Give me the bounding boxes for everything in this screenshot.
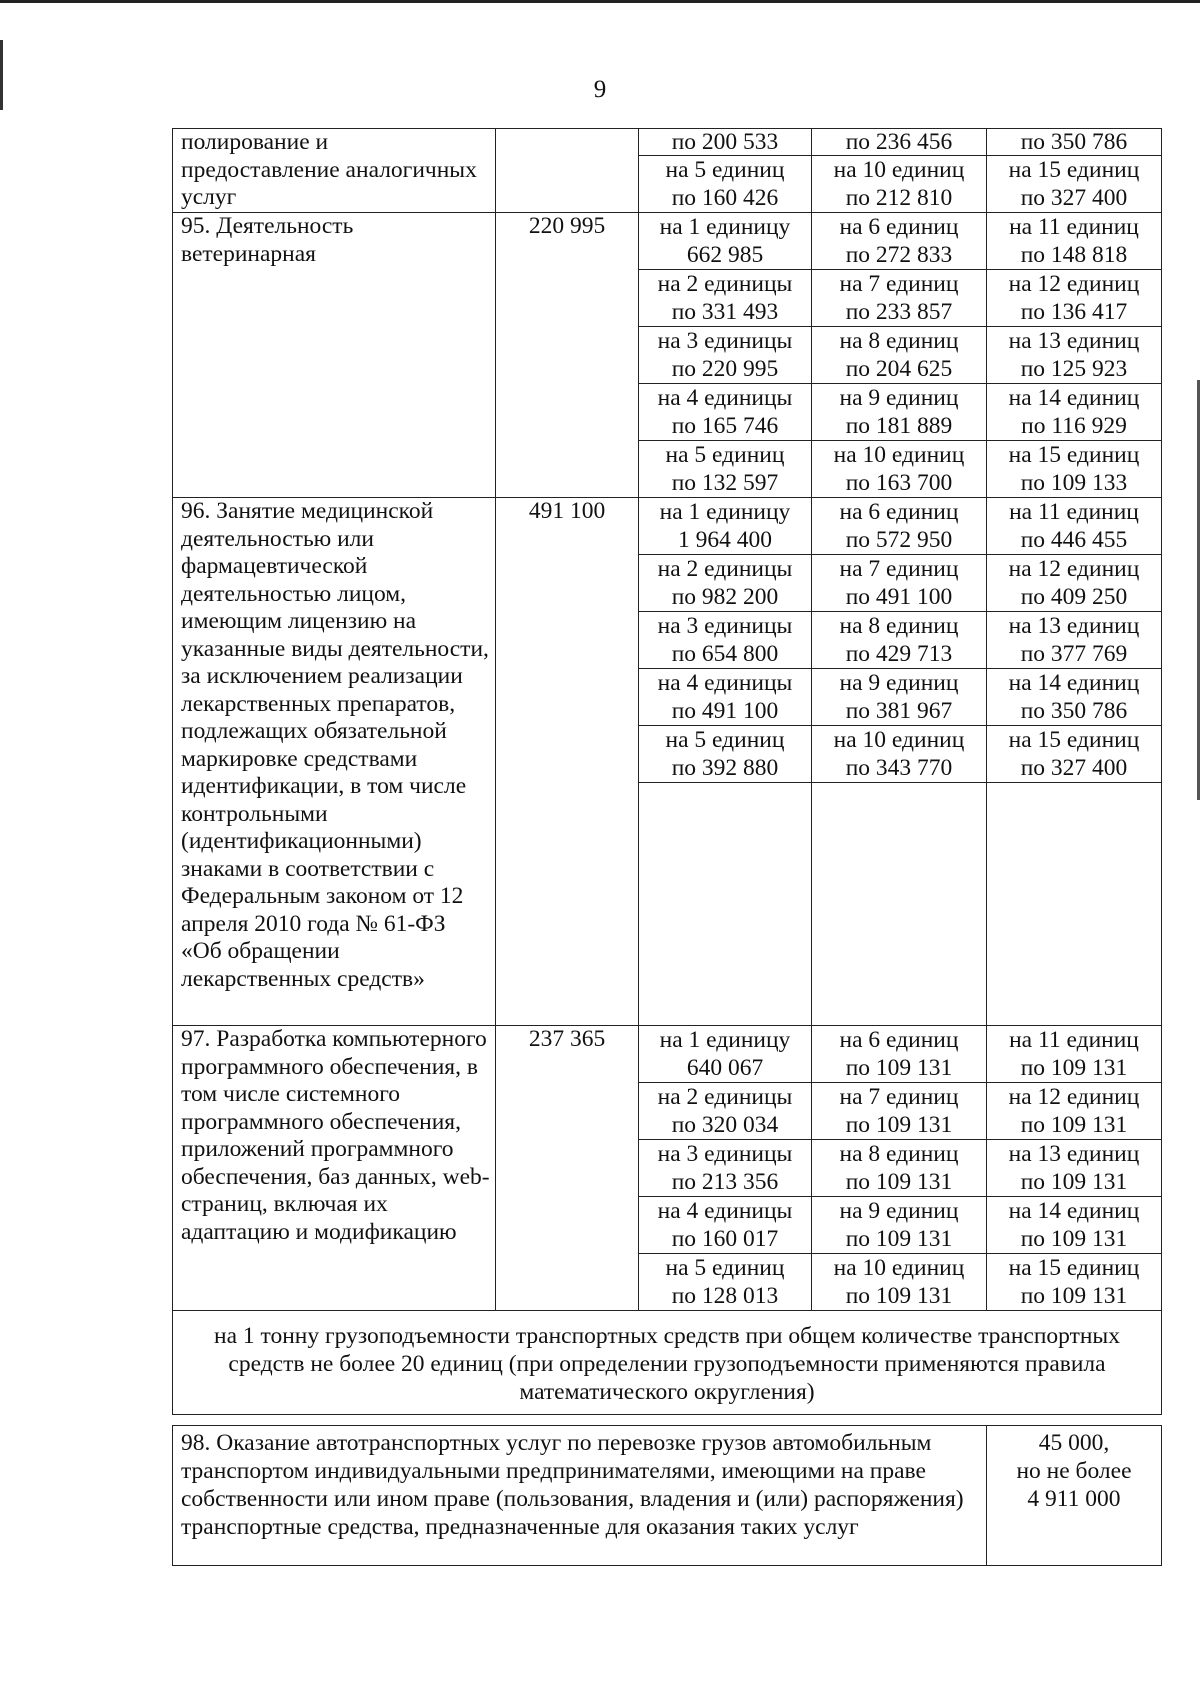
unit-rate-cell [987,1197,1162,1254]
unit-rate-cell [987,612,1162,669]
unit-rate-line: по 109 131 [1020,1283,1128,1309]
unit-rate-cell [812,1197,987,1254]
unit-rate-cell [639,156,812,213]
unit-rate-line: на 7 единиц [839,271,959,297]
unit-rate-line: по 409 250 [1020,584,1128,610]
unit-rate-cell [812,555,987,612]
unit-rate-line: по 320 034 [671,1112,779,1138]
unit-rate-line: по 429 713 [845,641,953,667]
unit-rate-line: по 163 700 [845,470,953,496]
unit-rate-cell [812,270,987,327]
unit-rate-line: на 1 единицу [659,499,791,525]
unit-rate-line: на 9 единиц [839,670,959,696]
unit-rate-cell [987,1254,1162,1311]
unit-rate-cell [639,1026,812,1083]
unit-rate-line: на 3 единицы [657,1141,793,1167]
unit-rate-line: по 377 769 [1020,641,1128,667]
table-row [173,498,1162,555]
unit-rate-cell [987,441,1162,498]
unit-rate-line: на 15 единиц [1008,442,1140,468]
unit-rate-line: по 491 100 [845,584,953,610]
unit-rate-line: на 2 единицы [657,556,793,582]
unit-rate-line: на 3 единицы [657,613,793,639]
unit-rate-cell [639,555,812,612]
unit-rate-line: на 8 единиц [839,1141,959,1167]
unit-rate-line: на 6 единиц [839,1027,959,1053]
unit-rate-line: по 491 100 [671,698,779,724]
unit-rate-cell [639,1083,812,1140]
unit-rate-cell [812,726,987,783]
unit-rate-line: на 4 единицы [657,670,793,696]
row-98-value-line2: но не более [1016,1458,1132,1484]
unit-rate-line: по 109 131 [1020,1169,1128,1195]
unit-rate-line: по 109 131 [845,1226,953,1252]
unit-rate-cell [639,270,812,327]
unit-rate-cell [987,1026,1162,1083]
unit-rate-line: по 109 131 [1020,1226,1128,1252]
unit-rate-line: на 12 единиц [1008,1084,1140,1110]
unit-rate-cell [639,1140,812,1197]
unit-rate-line: по 160 426 [671,185,779,211]
table-row [173,129,1162,156]
unit-rate-line: по 116 929 [1021,413,1127,439]
unit-rate-line: на 11 единиц [1009,1027,1139,1053]
unit-rate-cell [812,1026,987,1083]
unit-rate-line: по 204 625 [845,356,953,382]
unit-rate-line: по 350 786 [1020,698,1128,724]
unit-rate-cell [987,129,1162,156]
unit-rate-line: на 14 единиц [1008,670,1140,696]
unit-rate-cell [987,156,1162,213]
empty-cell [987,783,1162,1026]
unit-rate-cell [639,726,812,783]
unit-rate-line: по 220 995 [671,356,779,382]
row-name: 96. Занятие медицинской деятельностью или фармацевтической деятельностью лицом, имеющим лицензию на указанные виды деятельности, за исключением реализации лекарственных препаратов, подлежащих обязательной маркировке средствами идентификации, в том числе контрольными (идентификационными) знаками в соответствии с Федеральным законом от 12 апреля 2010 года № 61-ФЗ «Об обращении лекарственных средств» [173,498,496,1026]
tax-table [172,128,1162,1415]
unit-rate-cell [987,213,1162,270]
unit-rate-line: на 13 единиц [1008,328,1140,354]
unit-rate-line: на 4 единицы [657,385,793,411]
unit-rate-line: 1 964 400 [678,527,772,553]
unit-rate-line: на 15 единиц [1008,727,1140,753]
tax-table-body [173,129,1162,1415]
unit-rate-line: по 654 800 [671,641,779,667]
unit-rate-cell [812,1083,987,1140]
unit-rate-line: на 5 единиц [665,442,785,468]
unit-rate-line: на 5 единиц [665,157,785,183]
unit-rate-line: по 109 131 [845,1169,953,1195]
unit-rate-line: по 181 889 [845,413,953,439]
unit-rate-cell [812,129,987,156]
row-name: полирование и предоставление аналогичных услуг [173,129,496,213]
unit-rate-line: на 12 единиц [1008,556,1140,582]
page-number: 9 [593,76,607,103]
unit-rate-cell [812,384,987,441]
unit-rate-line: по 132 597 [671,470,779,496]
unit-rate-cell [987,384,1162,441]
row-base-value: 220 995 [496,213,639,498]
unit-rate-cell [987,1140,1162,1197]
row-98-table [172,1425,1162,1566]
row-name: 97. Разработка компьютерного программного обеспечения, в том числе системного программного обеспечения, приложений программного обеспечения, баз данных, web-страниц, включая их адаптацию и модификацию [173,1026,496,1311]
unit-rate-line: на 13 единиц [1008,613,1140,639]
unit-rate-cell [987,498,1162,555]
empty-cell [812,783,987,1026]
table-row [173,213,1162,270]
unit-rate-cell [639,1197,812,1254]
unit-rate-line: по 109 133 [1020,470,1128,496]
row-base-value [496,129,639,213]
unit-rate-cell [987,726,1162,783]
unit-rate-line: по 213 356 [671,1169,779,1195]
unit-rate-line: на 15 единиц [1008,1255,1140,1281]
unit-rate-line: на 3 единицы [657,328,793,354]
unit-rate-line: на 11 единиц [1009,214,1139,240]
row-name: 95. Деятельность ветеринарная [173,213,496,498]
row-98-value-line1: 45 000, [1038,1430,1110,1456]
unit-rate-line: на 1 единицу [659,214,791,240]
unit-rate-cell [812,327,987,384]
unit-rate-line: по 343 770 [845,755,953,781]
unit-rate-cell [987,555,1162,612]
unit-rate-line: на 12 единиц [1008,271,1140,297]
unit-rate-line: по 109 131 [845,1112,953,1138]
unit-rate-line: по 128 013 [671,1283,779,1309]
unit-rate-cell [639,384,812,441]
unit-rate-line: по 109 131 [1020,1112,1128,1138]
unit-rate-line: по 982 200 [671,584,779,610]
unit-rate-cell [812,1140,987,1197]
row-98-value-line3: 4 911 000 [1027,1486,1121,1512]
unit-rate-line: по 148 818 [1020,242,1128,268]
grouping-note: на 1 тонну грузоподъемности транспортных средств при общем количестве транспортных средств не более 20 единиц (при определении грузоподъемности применяются правила математического округления) [173,1311,1162,1415]
unit-rate-line: на 11 единиц [1009,499,1139,525]
unit-rate-cell [812,156,987,213]
unit-rate-cell [812,612,987,669]
unit-rate-cell [987,270,1162,327]
unit-rate-line: на 14 единиц [1008,385,1140,411]
unit-rate-line: на 1 единицу [659,1027,791,1053]
unit-rate-cell [987,327,1162,384]
unit-rate-cell [812,498,987,555]
unit-rate-cell [639,498,812,555]
unit-rate-line: на 7 единиц [839,556,959,582]
unit-rate-line: по 212 810 [845,185,953,211]
unit-rate-line: на 8 единиц [839,613,959,639]
unit-rate-line: на 6 единиц [839,214,959,240]
scan-top-edge [0,0,1200,3]
unit-rate-line: по 136 417 [1020,299,1128,325]
unit-rate-line: по 165 746 [671,413,779,439]
unit-rate-line: на 8 единиц [839,328,959,354]
unit-rate-cell [812,1254,987,1311]
unit-rate-line: по 233 857 [845,299,953,325]
unit-rate-line: на 4 единицы [657,1198,793,1224]
unit-rate-line: на 7 единиц [839,1084,959,1110]
unit-rate-cell [639,327,812,384]
unit-rate-cell [812,669,987,726]
unit-rate-line: на 13 единиц [1008,1141,1140,1167]
unit-rate-line: по 236 456 [845,129,953,155]
row-base-value: 237 365 [496,1026,639,1311]
unit-rate-cell [639,213,812,270]
unit-rate-line: по 572 950 [845,527,953,553]
unit-rate-line: на 10 единиц [833,1255,965,1281]
unit-rate-cell [639,612,812,669]
row-98 [173,1426,1162,1566]
row-base-value: 491 100 [496,498,639,1026]
unit-rate-line: на 9 единиц [839,1198,959,1224]
unit-rate-cell [639,441,812,498]
unit-rate-line: на 5 единиц [665,727,785,753]
unit-rate-cell [812,213,987,270]
unit-rate-line: по 125 923 [1020,356,1128,382]
unit-rate-line: на 6 единиц [839,499,959,525]
unit-rate-cell [987,1083,1162,1140]
unit-rate-line: по 331 493 [671,299,779,325]
unit-rate-line: по 160 017 [671,1226,779,1252]
empty-cell [639,783,812,1026]
unit-rate-line: на 9 единиц [839,385,959,411]
unit-rate-line: на 5 единиц [665,1255,785,1281]
unit-rate-line: по 109 131 [845,1055,953,1081]
unit-rate-cell [639,669,812,726]
unit-rate-line: на 10 единиц [833,157,965,183]
unit-rate-line: по 392 880 [671,755,779,781]
unit-rate-line: по 350 786 [1020,129,1128,155]
unit-rate-line: по 327 400 [1020,755,1128,781]
unit-rate-line: на 10 единиц [833,442,965,468]
unit-rate-cell [639,129,812,156]
unit-rate-cell [987,669,1162,726]
unit-rate-line: по 200 533 [671,129,779,155]
unit-rate-line: по 327 400 [1020,185,1128,211]
table-note-row [173,1311,1162,1415]
table-row [173,1026,1162,1083]
unit-rate-line: на 2 единицы [657,1084,793,1110]
unit-rate-line: по 272 833 [845,242,953,268]
unit-rate-line: по 381 967 [845,698,953,724]
unit-rate-line: 640 067 [686,1055,764,1081]
unit-rate-line: 662 985 [686,242,764,268]
row-98-value [987,1426,1162,1566]
unit-rate-line: по 109 131 [845,1283,953,1309]
row-98-name: 98. Оказание автотранспортных услуг по перевозке грузов автомобильным транспортом индивидуальными предпринимателями, имеющими на праве собственности или ином праве (пользования, владения и (или) распоряжения) транспортные средства, предназначенные для оказания таких услуг [173,1426,987,1566]
unit-rate-cell [812,441,987,498]
unit-rate-cell [639,1254,812,1311]
unit-rate-line: на 15 единиц [1008,157,1140,183]
unit-rate-line: на 14 единиц [1008,1198,1140,1224]
unit-rate-line: на 10 единиц [833,727,965,753]
unit-rate-line: по 109 131 [1020,1055,1128,1081]
unit-rate-line: на 2 единицы [657,271,793,297]
unit-rate-line: по 446 455 [1020,527,1128,553]
